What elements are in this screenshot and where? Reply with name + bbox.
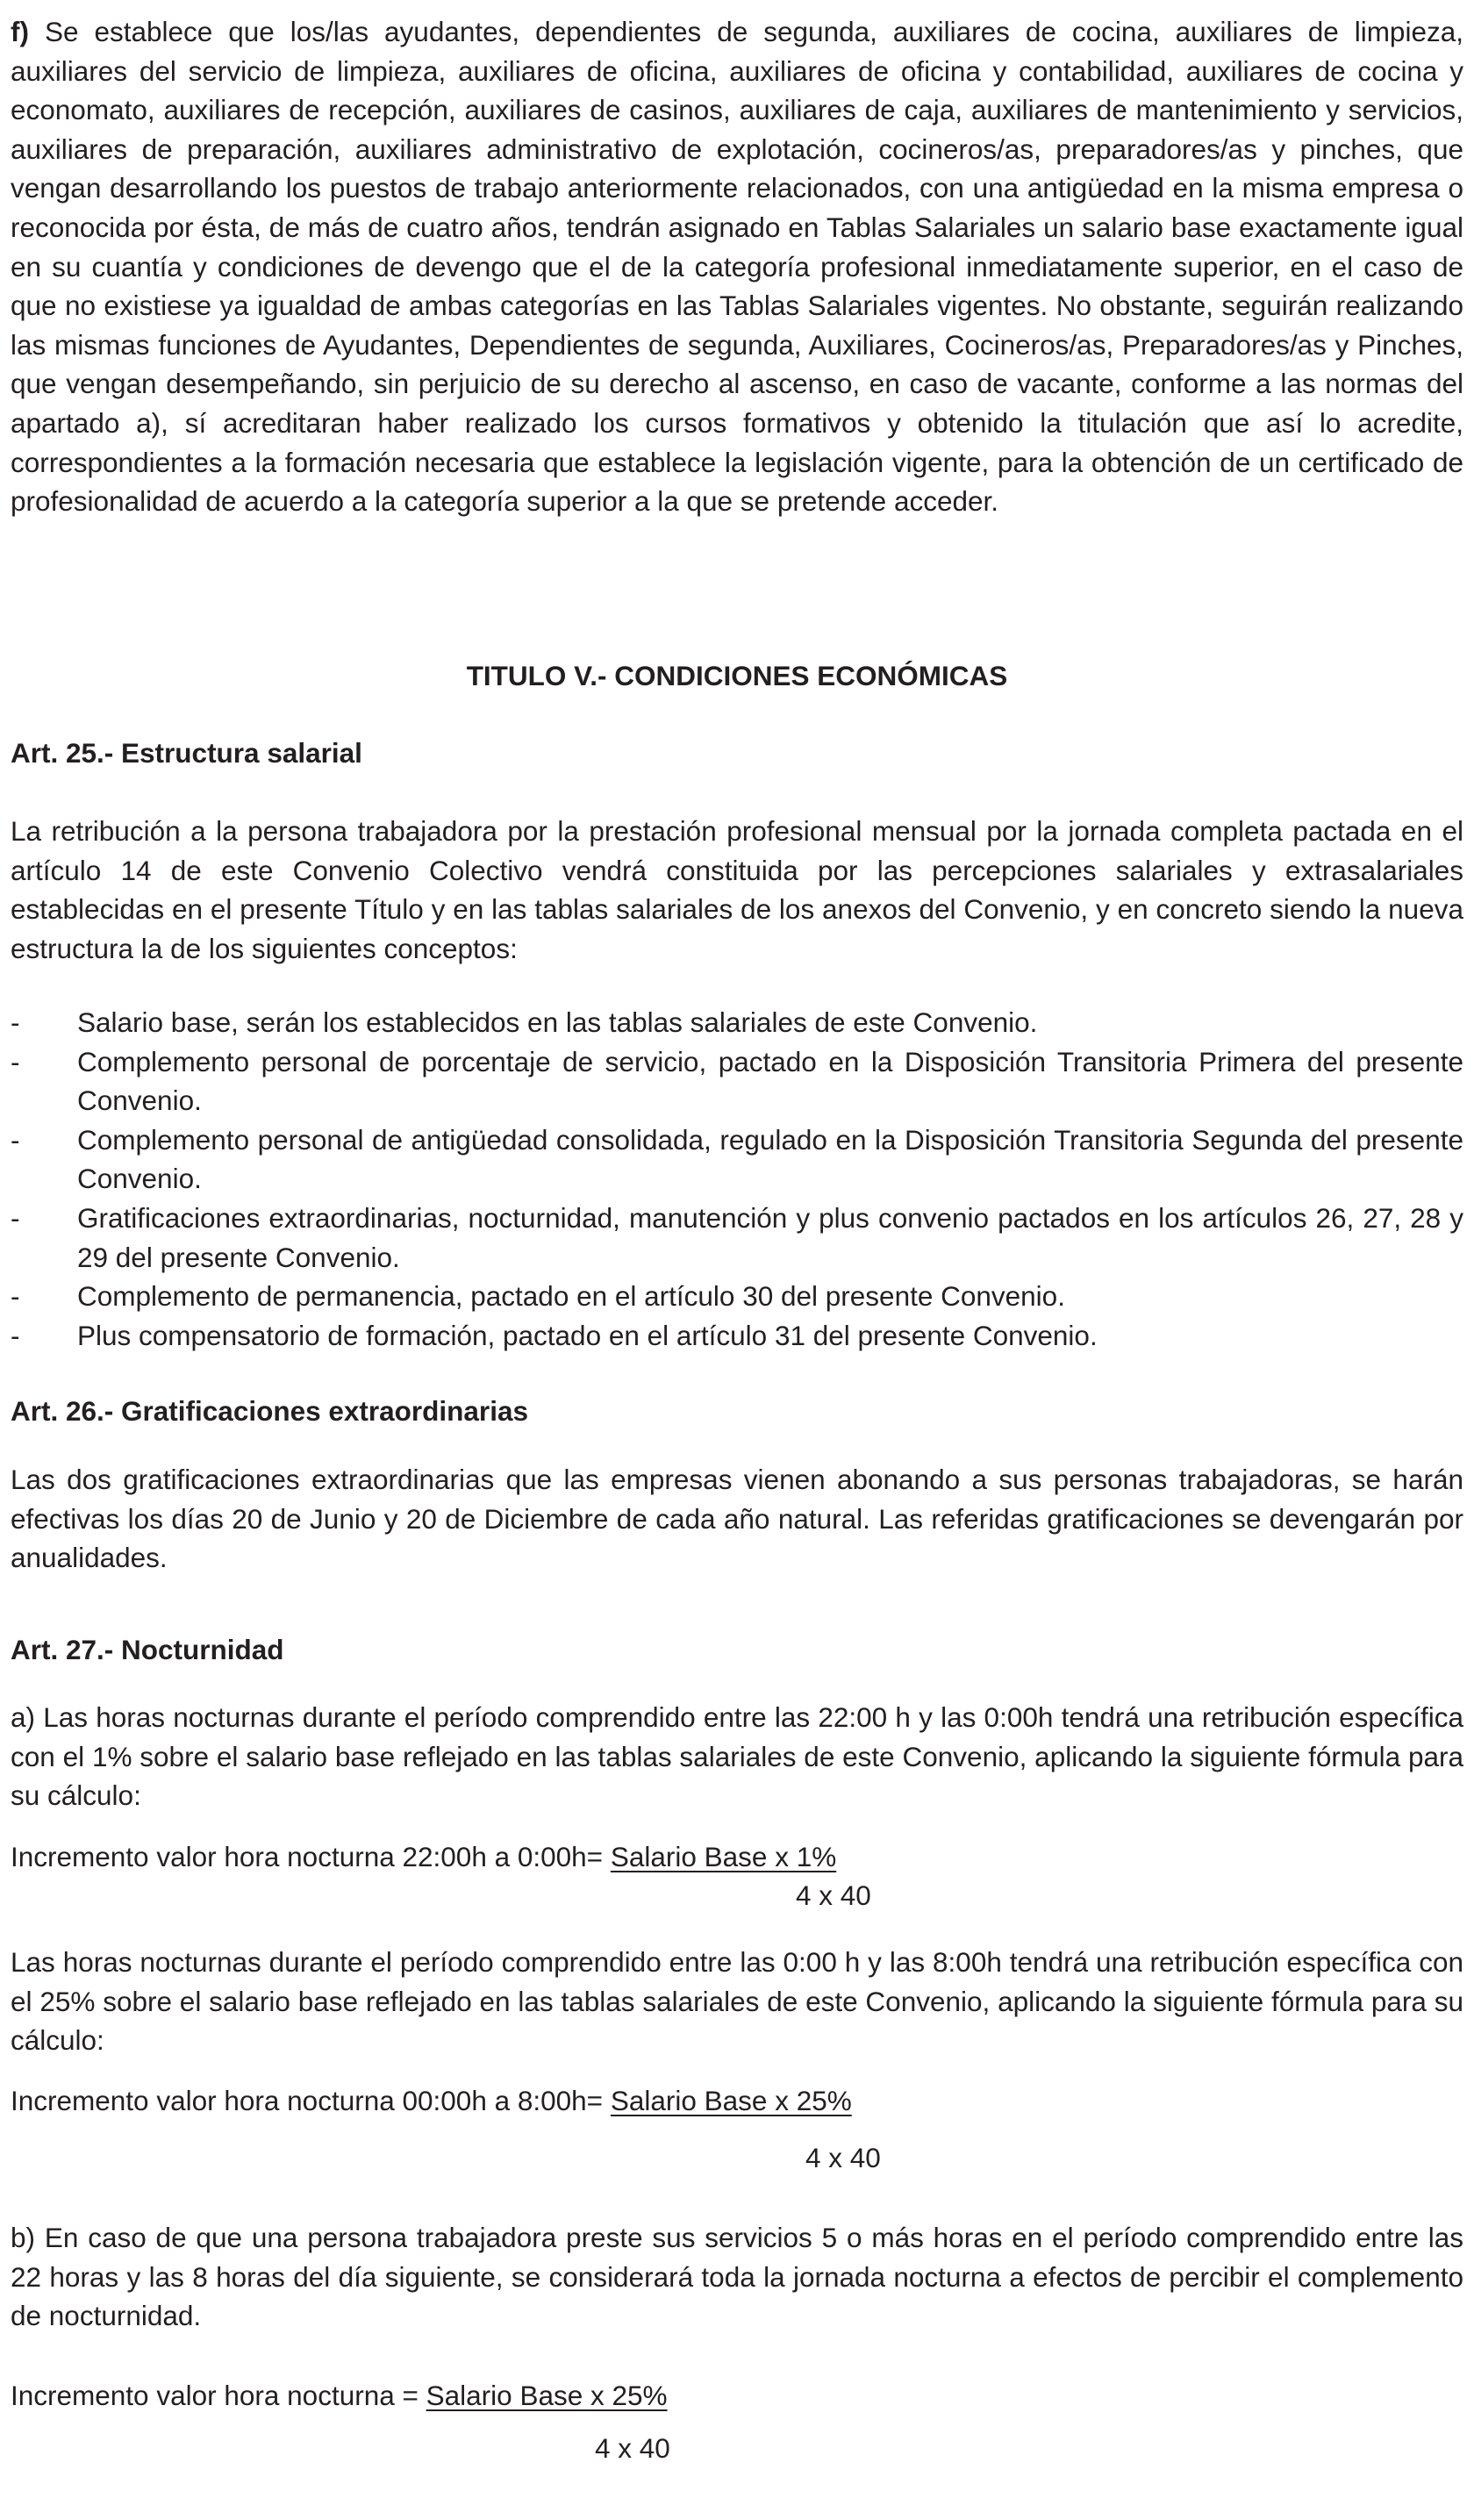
formula-lhs: Incremento valor hora nocturna 22:00h a 0:00h= <box>11 1841 611 1872</box>
art27-heading: Art. 27.- Nocturnidad <box>11 1634 284 1665</box>
art25-intro: La retribución a la persona trabajadora por la prestación profesional mensual por la jornada completa pactada en el artículo 14 de este Convenio Colectivo vendrá constituida por las percepciones salariales y extrasalariales establecidas en el presente Título y en las tablas salariales de los anexos del Convenio, y en concreto siendo la nueva estructura la de los siguientes conceptos: <box>11 815 1463 964</box>
dash-bullet-icon: - <box>11 1280 20 1313</box>
dash-bullet-icon: - <box>11 1201 20 1234</box>
formula-night-hour <box>11 2376 1463 2416</box>
list-item: - Gratificaciones extraordinarias, nocturnidad, manutención y plus convenio pactados en los artículos 26, 27, 28 y 29 del presente Convenio. <box>11 1199 1463 1277</box>
section-title: TITULO V.- CONDICIONES ECONÓMICAS <box>466 660 1008 691</box>
formula-lhs: Incremento valor hora nocturna = <box>11 2380 426 2411</box>
list-item: - Plus compensatorio de formación, pactado en el artículo 31 del presente Convenio. <box>11 1316 1463 1356</box>
art26-heading: Art. 26.- Gratificaciones extraordinarias <box>11 1395 528 1427</box>
list-item: - Complemento personal de porcentaje de servicio, pactado en la Disposición Transitoria Primera del presente Convenio. <box>11 1042 1463 1120</box>
paragraph-f-text: Se establece que los/las ayudantes, dependientes de segunda, auxiliares de cocina, auxiliares de limpieza, auxiliares del servicio de limpieza, auxiliares de oficina, auxiliares de oficina y contabilidad, auxiliares de cocina y economato, auxiliares de recepción, auxiliares de casinos, auxiliares de caja, auxiliares de mantenimiento y servicios, auxiliares de preparación, auxiliares administrativo de explotación, cocineros/as, preparadores/as y pinches, que vengan desarrollando los puestos de trabajo anteriormente relacionados, con una antigüedad en la misma empresa o reconocida por ésta, de más de cuatro años, tendrán asignado en Tablas Salariales un salario base exactamente igual en su cuantía y condiciones de devengo que el de la categoría profesional inmediatamente superior, en el caso de que no existiese ya igualdad de ambas categorías en las Tablas Salariales vigentes. No obstante, seguirán realizando las mismas funciones de Ayudantes, Dependientes de segunda, Auxiliares, Cocineros/as, Preparadores/as y Pinches, que vengan desempeñando, sin perjuicio de su derecho al ascenso, en caso de vacante, conforme a las normas del apartado a), sí acreditaran haber realizado los cursos formativos y obtenido la titulación que así lo acredite, correspondientes a la formación necesaria que establece la legislación vigente, para la obtención de un certificado de profesionalidad de acuerdo a la categoría superior a la que se pretende acceder. <box>11 16 1463 518</box>
art25-heading: Art. 25.- Estructura salarial <box>11 737 362 769</box>
list-item: - Salario base, serán los establecidos en las tablas salariales de este Convenio. <box>11 1003 1463 1042</box>
dash-bullet-icon: - <box>11 1045 20 1077</box>
art27-paragraph-a2: Las horas nocturnas durante el período comprendido entre las 0:00 h y las 8:00h tendrá una retribución específica con el 25% sobre el salario base reflejado en las tablas salariales de este Convenio, aplicando la siguiente fórmula para su cálculo: <box>11 1946 1463 2057</box>
formula-0-to-8 <box>11 2081 1463 2121</box>
dash-bullet-icon: - <box>11 1123 20 1156</box>
paragraph-f <box>11 12 1463 521</box>
formula-denominator: 4 x 40 <box>796 1879 871 1911</box>
formula-22-to-0 <box>11 1837 1463 1877</box>
formula-lhs: Incremento valor hora nocturna 00:00h a 8:00h= <box>11 2085 611 2116</box>
art26-text: Las dos gratificaciones extraordinarias que las empresas vienen abonando a sus personas trabajadoras, se harán efectivas los días 20 de Junio y 20 de Diciembre de cada año natural. Las referidas gratificaciones se devengarán por anualidades. <box>11 1464 1463 1574</box>
art27-paragraph-a: a) Las horas nocturnas durante el período comprendido entre las 22:00 h y las 0:00h tendrá una retribución específica con el 1% sobre el salario base reflejado en las tablas salariales de este Convenio, aplicando la siguiente fórmula para su cálculo: <box>11 1701 1463 1812</box>
list-item: - Complemento personal de antigüedad consolidada, regulado en la Disposición Transitoria Segunda del presente Convenio. <box>11 1120 1463 1199</box>
formula-denominator: 4 x 40 <box>595 2432 670 2464</box>
paragraph-f-label: f) <box>11 16 29 47</box>
dash-bullet-icon: - <box>11 1006 20 1038</box>
art25-concept-list <box>11 1003 1463 1355</box>
dash-bullet-icon: - <box>11 1319 20 1351</box>
art27-paragraph-b: b) En caso de que una persona trabajadora preste sus servicios 5 o más horas en el período comprendido entre las 22 horas y las 8 horas del día siguiente, se considerará toda la jornada nocturna a efectos de percibir el complemento de nocturnidad. <box>11 2222 1463 2332</box>
formula-numerator: Salario Base x 25% <box>610 2085 852 2116</box>
formula-denominator: 4 x 40 <box>805 2142 881 2173</box>
formula-numerator: Salario Base x 1% <box>610 1841 837 1872</box>
formula-numerator: Salario Base x 25% <box>426 2380 668 2411</box>
list-item: - Complemento de permanencia, pactado en el artículo 30 del presente Convenio. <box>11 1277 1463 1316</box>
